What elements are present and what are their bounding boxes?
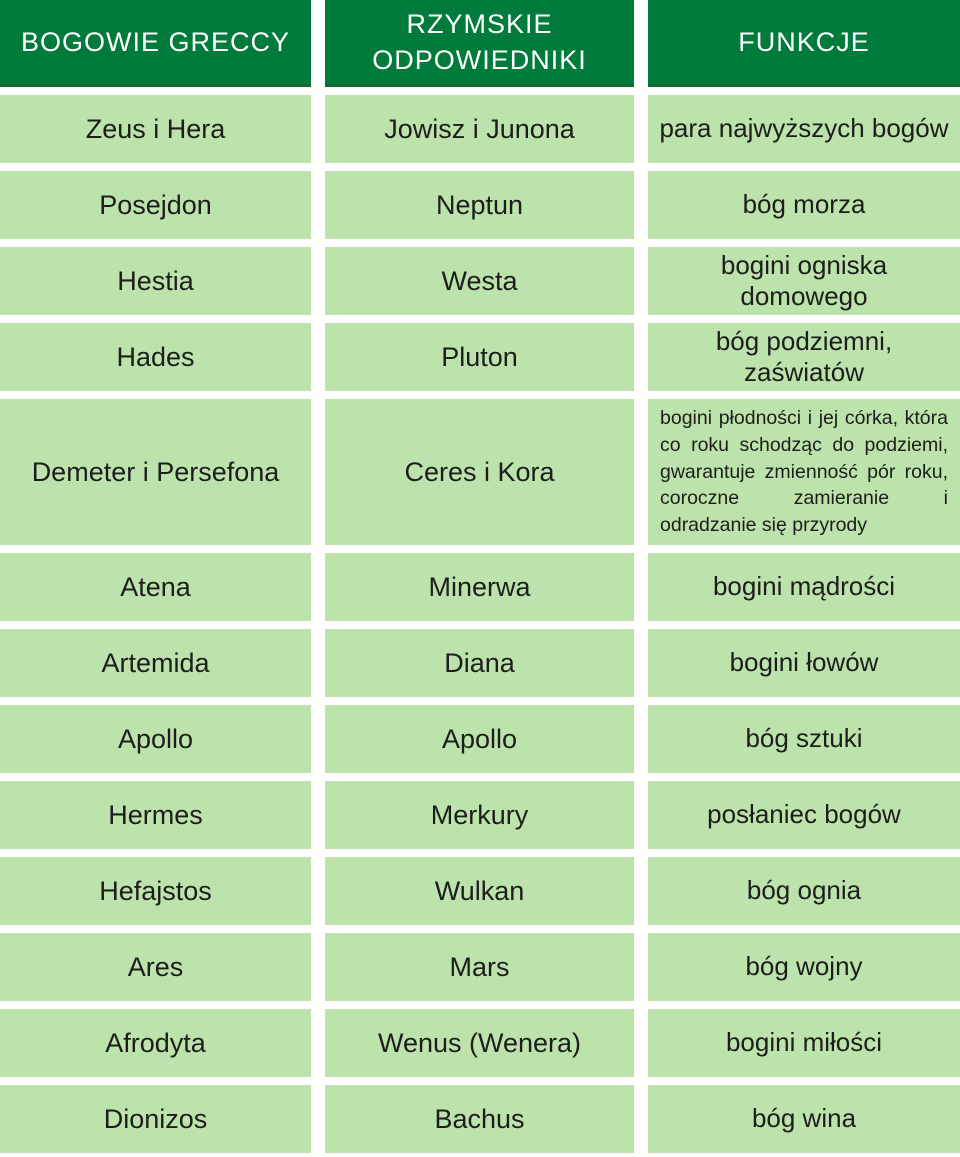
function-cell: bogini mądrości (648, 553, 960, 621)
roman-god-cell: Merkury (325, 781, 634, 849)
roman-god-cell: Bachus (325, 1085, 634, 1153)
function-cell: bogini łowów (648, 629, 960, 697)
function-cell: posłaniec bogów (648, 781, 960, 849)
roman-god-cell: Jowisz i Junona (325, 95, 634, 163)
roman-god-cell: Ceres i Kora (325, 399, 634, 545)
greek-god-cell: Dionizos (0, 1085, 311, 1153)
header-functions: FUNKCJE (648, 0, 960, 87)
greek-god-cell: Hades (0, 323, 311, 391)
roman-god-cell: Minerwa (325, 553, 634, 621)
roman-god-cell: Apollo (325, 705, 634, 773)
greek-god-cell: Hestia (0, 247, 311, 315)
greek-god-cell: Hermes (0, 781, 311, 849)
header-roman-equivalents: RZYMSKIE ODPOWIEDNIKI (325, 0, 634, 87)
roman-god-cell: Wulkan (325, 857, 634, 925)
roman-god-cell: Wenus (Wenera) (325, 1009, 634, 1077)
function-cell: bóg ognia (648, 857, 960, 925)
function-cell: bóg wina (648, 1085, 960, 1153)
roman-god-cell: Mars (325, 933, 634, 1001)
greek-god-cell: Atena (0, 553, 311, 621)
function-cell: bogini płodności i jej córka, która co roku schodząc do podziemi, gwarantuje zmienność pór roku, coroczne zamieranie i odradzanie się przyrody (648, 399, 960, 545)
function-cell: bóg morza (648, 171, 960, 239)
roman-god-cell: Neptun (325, 171, 634, 239)
greek-god-cell: Ares (0, 933, 311, 1001)
greek-god-cell: Posejdon (0, 171, 311, 239)
function-cell: para najwyższych bogów (648, 95, 960, 163)
function-cell: bóg podziemni, zaświatów (648, 323, 960, 391)
function-cell: bóg wojny (648, 933, 960, 1001)
roman-god-cell: Diana (325, 629, 634, 697)
greek-god-cell: Zeus i Hera (0, 95, 311, 163)
roman-god-cell: Pluton (325, 323, 634, 391)
header-greek-gods: BOGOWIE GRECCY (0, 0, 311, 87)
roman-god-cell: Westa (325, 247, 634, 315)
greek-god-cell: Demeter i Persefona (0, 399, 311, 545)
greek-god-cell: Afrodyta (0, 1009, 311, 1077)
function-cell: bóg sztuki (648, 705, 960, 773)
greek-god-cell: Apollo (0, 705, 311, 773)
function-cell: bogini miłości (648, 1009, 960, 1077)
greek-god-cell: Hefajstos (0, 857, 311, 925)
function-cell: bogini ogniska domowego (648, 247, 960, 315)
greek-god-cell: Artemida (0, 629, 311, 697)
